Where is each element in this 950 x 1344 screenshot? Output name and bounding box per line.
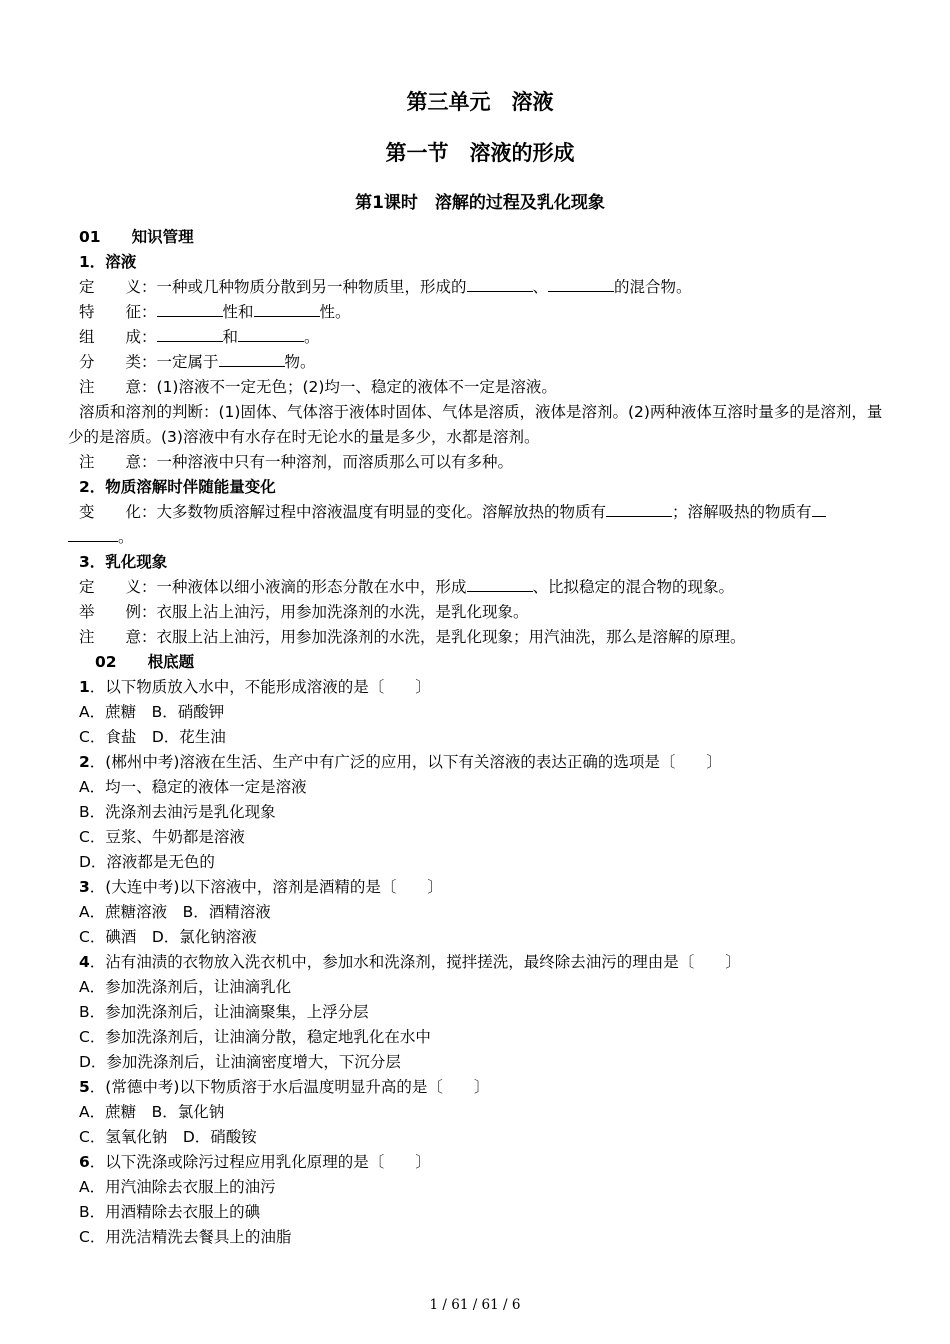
question-option[interactable]: B．用酒精除去衣服上的碘 xyxy=(79,1203,261,1221)
answer-blank[interactable] xyxy=(157,327,223,342)
question-option[interactable]: B．参加洗涤剂后，让油滴聚集，上浮分层 xyxy=(79,1003,369,1021)
question-stem: 5．(常德中考)以下物质溶于水后温度明显升高的是〔 〕 xyxy=(79,1078,490,1096)
s2-change-cont: 。 xyxy=(68,525,134,550)
s3-example: 举 例：衣服上沾上油污，用参加洗涤剂的水洗，是乳化现象。 xyxy=(79,603,529,621)
section1-title: 1．溶液 xyxy=(79,253,137,271)
question-option[interactable]: C．氢氧化钠 D．硝酸铵 xyxy=(79,1128,257,1146)
s1-definition: 定 义：一种或几种物质分散到另一种物质里，形成的 、 的混合物。 xyxy=(79,278,692,296)
answer-blank[interactable] xyxy=(812,502,826,517)
s1-composition: 组 成： 和 。 xyxy=(79,328,320,346)
question-option[interactable]: C．碘酒 D．氯化钠溶液 xyxy=(79,928,257,946)
answer-blank[interactable] xyxy=(254,302,320,317)
question-option[interactable]: A．蔗糖 B．硝酸钾 xyxy=(79,703,225,721)
question-stem: 1．以下物质放入水中，不能形成溶液的是〔 〕 xyxy=(79,678,431,696)
question-stem: 6．以下洗涤或除污过程应用乳化原理的是〔 〕 xyxy=(79,1153,431,1171)
lesson-title: 第1课时 溶解的过程及乳化现象 xyxy=(355,193,605,213)
question-option[interactable]: C．参加洗涤剂后，让油滴分散，稳定地乳化在水中 xyxy=(79,1028,431,1046)
answer-blank[interactable] xyxy=(606,502,672,517)
answer-blank[interactable] xyxy=(219,352,285,367)
answer-blank[interactable] xyxy=(157,302,223,317)
question-option[interactable]: D．溶液都是无色的 xyxy=(79,853,215,871)
question-stem: 2．(郴州中考)溶液在生活、生产中有广泛的应用，以下有关溶液的表达正确的选项是〔 〕 xyxy=(79,753,722,771)
s3-definition: 定 义：一种液体以细小液滴的形态分散在水中，形成 、比拟稳定的混合物的现象。 xyxy=(79,578,735,596)
question-option[interactable]: D．参加洗涤剂后，让油滴密度增大，下沉分层 xyxy=(79,1053,401,1071)
section2-title: 2．物质溶解时伴随能量变化 xyxy=(79,478,276,496)
basic-header: 02 根底题 xyxy=(95,653,195,671)
question-option[interactable]: C．用洗洁精洗去餐具上的油脂 xyxy=(79,1228,292,1246)
s2-change: 变 化：大多数物质溶解过程中溶液温度有明显的变化。溶解放热的物质有 ；溶解吸热的物质有 xyxy=(79,500,826,525)
question-option[interactable]: A．均一、稳定的液体一定是溶液 xyxy=(79,778,307,796)
question-option[interactable]: B．洗涤剂去油污是乳化现象 xyxy=(79,803,276,821)
answer-blank[interactable] xyxy=(467,277,533,292)
answer-blank[interactable] xyxy=(238,327,304,342)
s1-feature: 特 征： 性和 性。 xyxy=(79,303,351,321)
s1-note2: 注 意：一种溶液中只有一种溶剂，而溶质那么可以有多种。 xyxy=(79,453,514,471)
question-option[interactable]: C．食盐 D．花生油 xyxy=(79,728,226,746)
answer-blank[interactable] xyxy=(68,527,118,542)
s1-classification: 分 类：一定属于 物。 xyxy=(79,353,316,371)
knowledge-header: 01 知识管理 xyxy=(79,228,194,246)
question-option[interactable]: A．蔗糖 B．氯化钠 xyxy=(79,1103,225,1121)
s3-note: 注 意：衣服上沾上油污，用参加洗涤剂的水洗，是乳化现象；用汽油洗，那么是溶解的原理。 xyxy=(79,628,746,646)
s1-judgement: 溶质和溶剂的判断：(1)固体、气体溶于液体时固体、气体是溶质，液体是溶剂。(2)两种液体互溶时量多的是溶剂，量少的是溶质。(3)溶液中有水存在时无论水的量是多少，水都是溶剂。 xyxy=(68,403,883,446)
question-stem: 4．沾有油渍的衣物放入洗衣机中，参加水和洗涤剂，搅拌搓洗，最终除去油污的理由是〔 〕 xyxy=(79,953,741,971)
unit-title: 第三单元 溶液 xyxy=(406,90,554,114)
question-option[interactable]: A．参加洗涤剂后，让油滴乳化 xyxy=(79,978,292,996)
answer-blank[interactable] xyxy=(548,277,614,292)
section-title: 第一节 溶液的形成 xyxy=(385,141,575,165)
question-option[interactable]: A．蔗糖溶液 B．酒精溶液 xyxy=(79,903,271,921)
section3-title: 3．乳化现象 xyxy=(79,553,168,571)
question-stem: 3．(大连中考)以下溶液中，溶剂是酒精的是〔 〕 xyxy=(79,878,443,896)
question-option[interactable]: C．豆浆、牛奶都是溶液 xyxy=(79,828,245,846)
s1-note: 注 意：(1)溶液不一定无色；(2)均一、稳定的液体不一定是溶液。 xyxy=(79,378,557,396)
question-option[interactable]: A．用汽油除去衣服上的油污 xyxy=(79,1178,276,1196)
page-footer: 1 / 61 / 61 / 6 xyxy=(429,1297,521,1313)
answer-blank[interactable] xyxy=(467,577,533,592)
